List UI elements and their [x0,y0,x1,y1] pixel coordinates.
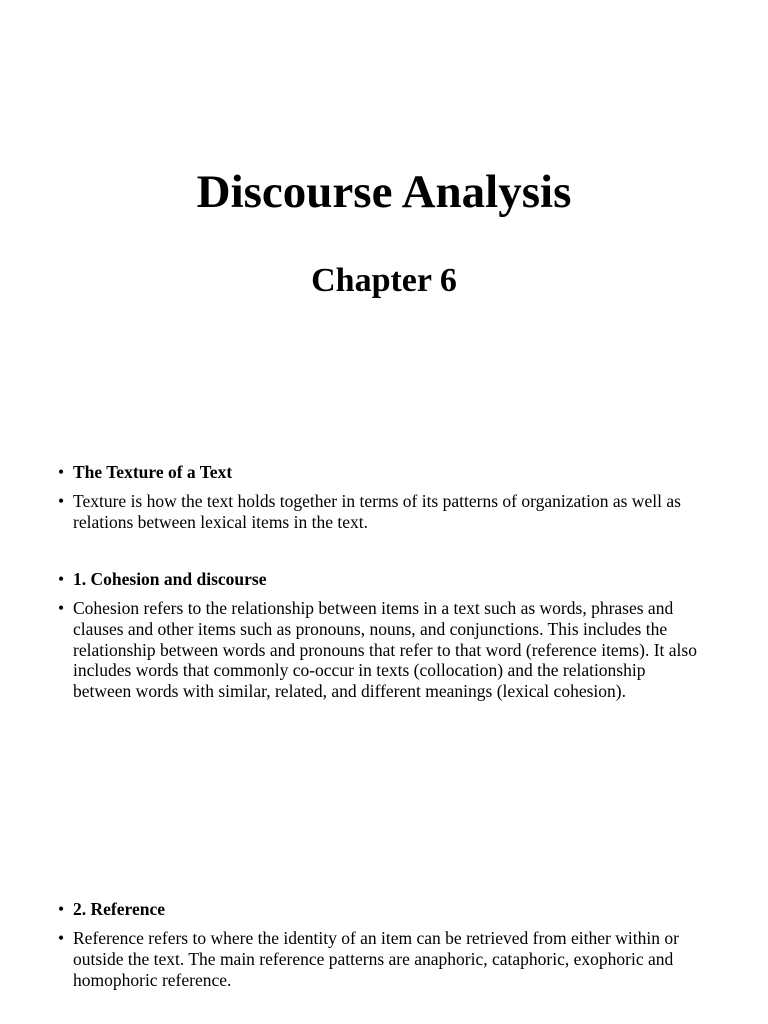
bullet-heading-cohesion [56,569,706,590]
bullet-text: The Texture of a Text [73,462,233,482]
bullet-dot: • [58,462,65,482]
bullet-text: Cohesion refers to the relationship between items in a text such as words, phrases and clauses and other items such as pronouns, nouns, and conjunctions. This includes the relationship between words and pronouns that refer to that word (reference items). It also includes words that commonly co-occur in texts (collocation) and the relationship between words with similar, related, and different meanings (lexical cohesion). [73,598,697,702]
bullet-cohesion-definition [56,598,706,702]
bullet-dot: • [58,928,65,948]
slide-title: Discourse Analysis [196,166,572,218]
bullet-dot: • [58,491,65,511]
bullet-dot: • [58,598,65,618]
bullet-text: Reference refers to where the identity of an item can be retrieved from either within or outside the text. The main reference patterns are anaphoric, cataphoric, exophoric and homophoric reference. [73,928,679,990]
bullet-reference-definition [56,928,706,990]
bullet-dot: • [58,569,65,589]
slide-subtitle: Chapter 6 [311,262,457,299]
bullet-dot: • [58,899,65,919]
bullet-heading-texture [56,462,706,483]
bullet-heading-reference [56,899,706,920]
bullet-text: Texture is how the text holds together in terms of its patterns of organization as well as relations between lexical items in the text. [73,491,681,532]
bullet-text: 2. Reference [73,899,165,919]
bullet-texture-definition [56,491,706,533]
bullet-text: 1. Cohesion and discourse [73,569,267,589]
